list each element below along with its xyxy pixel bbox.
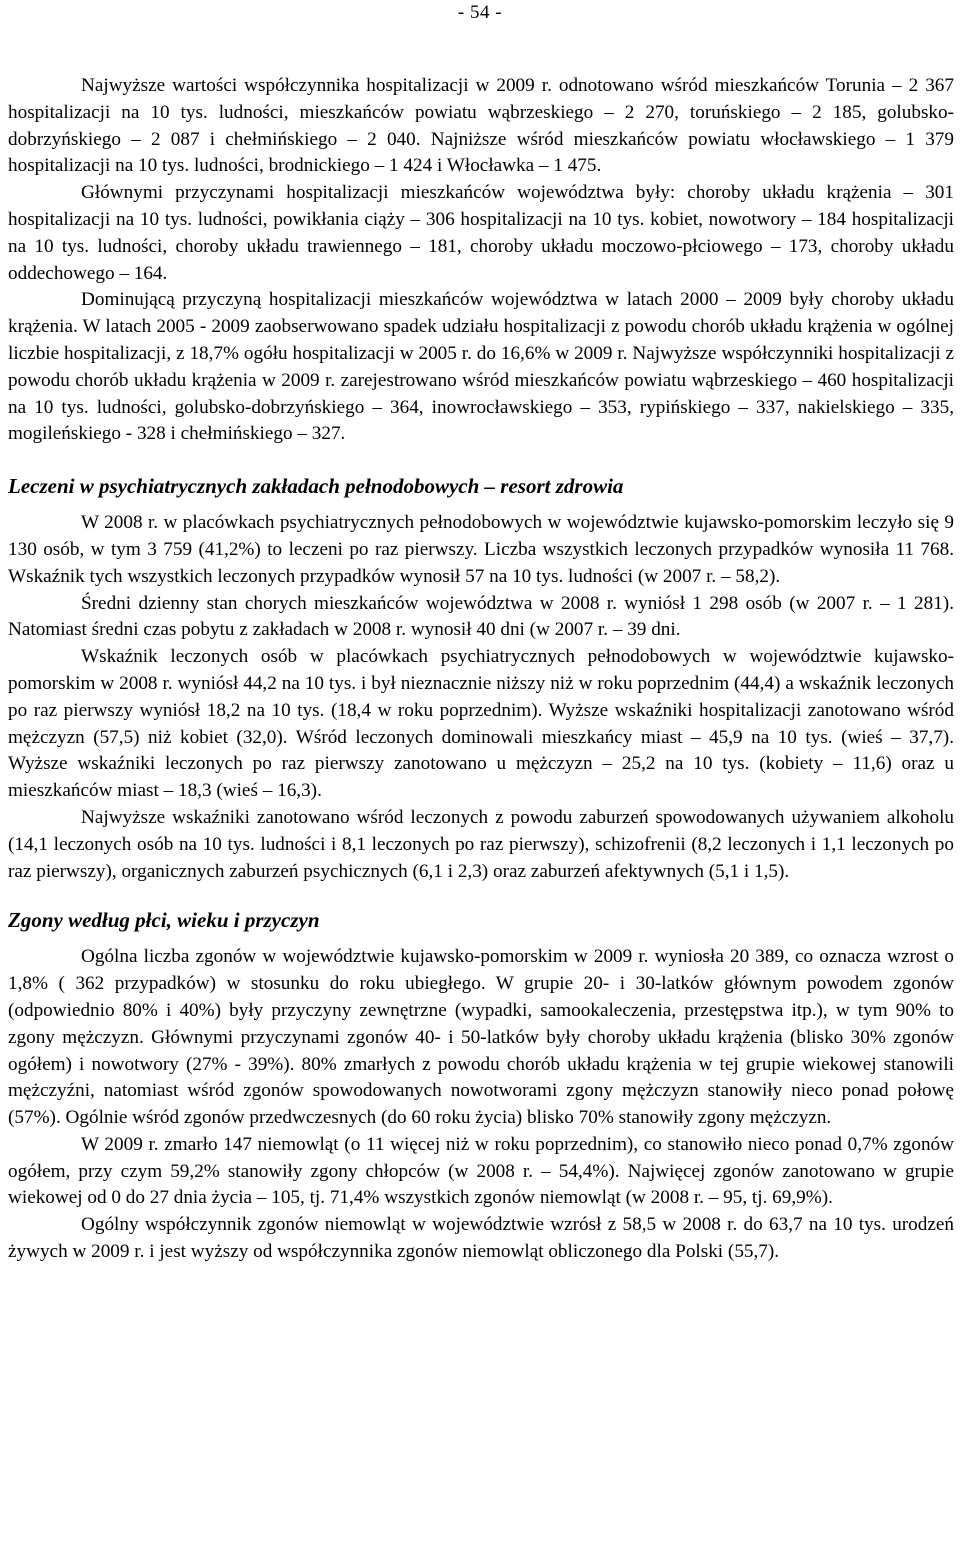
section-heading-psychiatric: Leczeni w psychiatrycznych zakładach pełnodobowych – resort zdrowia: [8, 474, 624, 499]
paragraph: Najwyższe wartości współczynnika hospitalizacji w 2009 r. odnotowano wśród mieszkańców Torunia – 2 367 hospitalizacji na 10 tys. ludności, mieszkańców powiatu wąbrzeskiego – 2 270, toruńskiego – 2 185, golubsko-dobrzyńskiego – 2 087 i chełmińskiego – 2 040. Najniższe wśród mieszkańców powiatu włocławskiego – 1 379 hospitalizacji na 10 tys. ludności, brodnickiego – 1 424 i Włocławka – 1 475.: [8, 75, 954, 177]
paragraph: Ogólny współczynnik zgonów niemowląt w województwie wzrósł z 58,5 w 2008 r. do 63,7 na 10 tys. urodzeń żywych w 2009 r. i jest wyższy od współczynnika zgonów niemowląt obliczonego dla Polski (55,7).: [8, 1214, 954, 1263]
section-heading-deaths: Zgony według płci, wieku i przyczyn: [8, 908, 320, 933]
paragraph: Wskaźnik leczonych osób w placówkach psychiatrycznych pełnodobowych w województwie kujawsko-pomorskim w 2008 r. wyniósł 44,2 na 10 tys. i był nieznacznie niższy niż w roku poprzednim (44,4) a wskaźnik leczonych po raz pierwszy wyniósł 18,2 na 10 tys. (18,4 w roku poprzednim). Wyższe wskaźniki hospitalizacji zanotowano wśród mężczyzn (57,5) niż kobiet (32,0). Wśród leczonych dominowali mieszkańcy miast – 45,9 na 10 tys. (wieś – 37,7). Wyższe wskaźniki leczonych po raz pierwszy zanotowano u mężczyzn – 25,2 na 10 tys. (kobiety – 11,6) oraz u mieszkańców miast – 18,3 (wieś – 16,3).: [8, 646, 954, 802]
paragraph: W 2008 r. w placówkach psychiatrycznych pełnodobowych w województwie kujawsko-pomorskim leczyło się 9 130 osób, w tym 3 759 (41,2%) to leczeni po raz pierwszy. Liczba wszystkich leczonych przypadków wynosiła 11 768. Wskaźnik tych wszystkich leczonych przypadków wynosił 57 na 10 tys. ludności (w 2007 r. – 58,2).: [8, 512, 954, 587]
paragraph: Głównymi przyczynami hospitalizacji mieszkańców województwa były: choroby układu krążenia – 301 hospitalizacji na 10 tys. ludności, powikłania ciąży – 306 hospitalizacji na 10 tys. kobiet, nowotwory – 184 hospitalizacji na 10 tys. ludności, choroby układu trawiennego – 181, choroby układu moczowo-płciowego – 173, choroby układu oddechowego – 164.: [8, 182, 954, 284]
paragraph: Średni dzienny stan chorych mieszkańców województwa w 2008 r. wyniósł 1 298 osób (w 2007 r. – 1 281). Natomiast średni czas pobytu z zakładach w 2008 r. wynosił 40 dni (w 2007 r. – 39 dni.: [8, 592, 954, 641]
paragraph: W 2009 r. zmarło 147 niemowląt (o 11 więcej niż w roku poprzednim), co stanowiło nieco ponad 0,7% zgonów ogółem, przy czym 59,2% stanowiły zgony chłopców (w 2008 r. – 54,4%). Najwięcej zgonów zanotowano w grupie wiekowej od 0 do 27 dnia życia – 105, tj. 71,4% wszystkich zgonów niemowląt (w 2008 r. – 95, tj. 69,9%).: [8, 1133, 954, 1209]
paragraph: Ogólna liczba zgonów w województwie kujawsko-pomorskim w 2009 r. wyniosła 20 389, co oznacza wzrost o 1,8% ( 362 przypadków) w stosunku do roku ubiegłego. W grupie 20- i 30-latków głównym powodem zgonów (odpowiednio 80% i 40%) były przyczyny zewnętrzne (wypadki, samookaleczenia, przestępstwa itp.), w tym 90% to zgony mężczyzn. Głównymi przyczynami zgonów 40- i 50-latków były choroby układu krążenia (blisko 30% zgonów ogółem) i nowotwory (27% - 39%). 80% zmarłych z powodu chorób układu krążenia w tej grupie wiekowej stanowili mężczyźni, natomiast wśród zgonów spowodowanych nowotworami zgony mężczyzn stanowiły nieco ponad połowę (57%). Ogólnie wśród zgonów przedwczesnych (do 60 roku życia) blisko 70% stanowiły zgony mężczyzn.: [8, 946, 954, 1129]
paragraph: Dominującą przyczyną hospitalizacji mieszkańców województwa w latach 2000 – 2009 były choroby układu krążenia. W latach 2005 - 2009 zaobserwowano spadek udziału hospitalizacji z powodu chorób układu krążenia w ogólnej liczbie hospitalizacji, z 18,7% ogółu hospitalizacji w 2005 r. do 16,6% w 2009 r. Najwyższe współczynniki hospitalizacji z powodu chorób układu krążenia w 2009 r. zarejestrowano wśród mieszkańców powiatu wąbrzeskiego – 460 hospitalizacji na 10 tys. ludności, golubsko-dobrzyńskiego – 364, inowrocławskiego – 353, rypińskiego – 337, nakielskiego – 335, mogileńskiego - 328 i chełmińskiego – 327.: [8, 289, 954, 445]
section-psychiatric: [8, 510, 954, 885]
page-content: [8, 73, 954, 1266]
section-deaths: [8, 944, 954, 1266]
paragraph: Najwyższe wskaźniki zanotowano wśród leczonych z powodu zaburzeń spowodowanych używaniem alkoholu (14,1 leczonych osób na 10 tys. ludności i 8,1 leczonych po raz pierwszy), schizofrenii (8,2 leczonych i 1,1 leczonych po raz pierwszy), organicznych zaburzeń psychicznych (6,1 i 2,3) oraz zaburzeń afektywnych (5,1 i 1,5).: [8, 806, 954, 882]
section-hospitalization: [8, 73, 954, 448]
page-number: - 54 -: [457, 2, 503, 23]
